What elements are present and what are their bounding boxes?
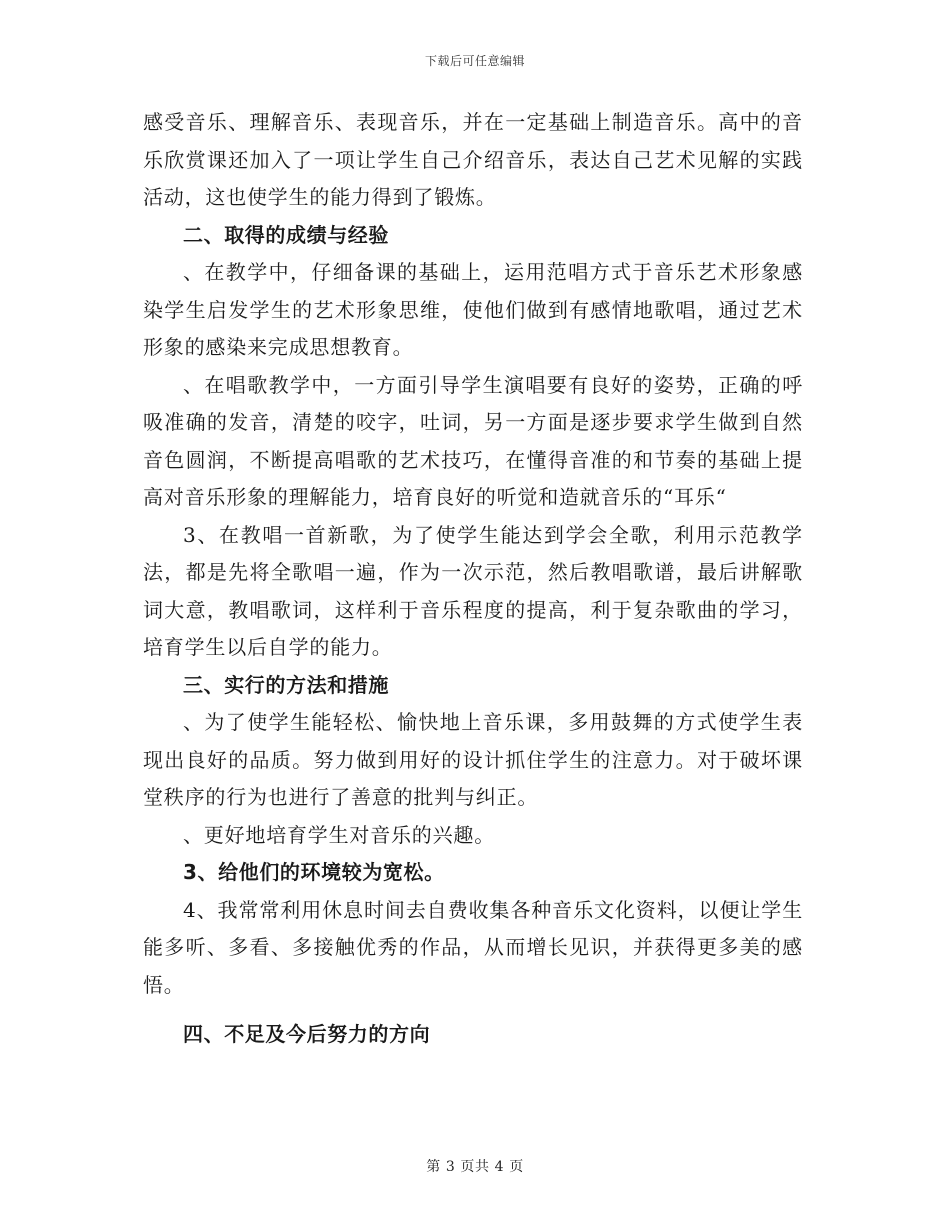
section-heading-3: 三、实行的方法和措施 (183, 672, 389, 697)
paragraph-3-1: 、为了使学生能轻松、愉快地上音乐课，多用鼓舞的方式使学生表现出良好的品质。努力做到用好的设计抓住学生的注意力。对于破坏课堂秩序的行为也进行了善意的批判与纠正。 (143, 710, 803, 809)
paragraph-2-1: 、在教学中，仔细备课的基础上，运用范唱方式于音乐艺术形象感染学生启发学生的艺术形象思维，使他们做到有感情地歌唱，通过艺术形象的感染来完成思想教育。 (143, 260, 803, 359)
paragraph-2-3: 3、在教唱一首新歌，为了使学生能达到学会全歌，利用示范教学法，都是先将全歌唱一遍，作为一次示范，然后教唱歌谱，最后讲解歌词大意，教唱歌词，这样利于音乐程度的提高，利于复杂歌曲的学习，培育学生以后自学的能力。 (143, 522, 803, 659)
page-header: 下载后可任意编辑 (424, 54, 525, 68)
section-heading-4: 四、不足及今后努力的方向 (183, 1022, 431, 1046)
paragraph-3-3: 3、给他们的环境较为宽松。 (183, 860, 445, 884)
page-footer: 第 3 页共 4 页 (426, 1159, 524, 1175)
paragraph-3-4: 4、我常常利用休息时间去自费收集各种音乐文化资料，以便让学生能多听、多看、多接触优秀的作品，从而增长见识，并获得更多美的感悟。 (143, 897, 803, 997)
paragraph-3-2: 、更好地培育学生对音乐的兴趣。 (183, 822, 495, 847)
paragraph-intro: 感受音乐、理解音乐、表现音乐，并在一定基础上制造音乐。高中的音乐欣赏课还加入了一项让学生自己介绍音乐，表达自己艺术见解的实践活动，这也使学生的能力得到了锻炼。 (143, 110, 803, 209)
document-body (143, 104, 803, 1054)
section-heading-2: 二、取得的成绩与经验 (183, 222, 389, 247)
paragraph-2-2: 、在唱歌教学中，一方面引导学生演唱要有良好的姿势，正确的呼吸准确的发音，清楚的咬字，吐词，另一方面是逐步要求学生做到自然音色圆润，不断提高唱歌的艺术技巧，在懂得音准的和节奏的基础上提高对音乐形象的理解能力，培育良好的听觉和造就音乐的“耳乐“ (143, 372, 803, 509)
